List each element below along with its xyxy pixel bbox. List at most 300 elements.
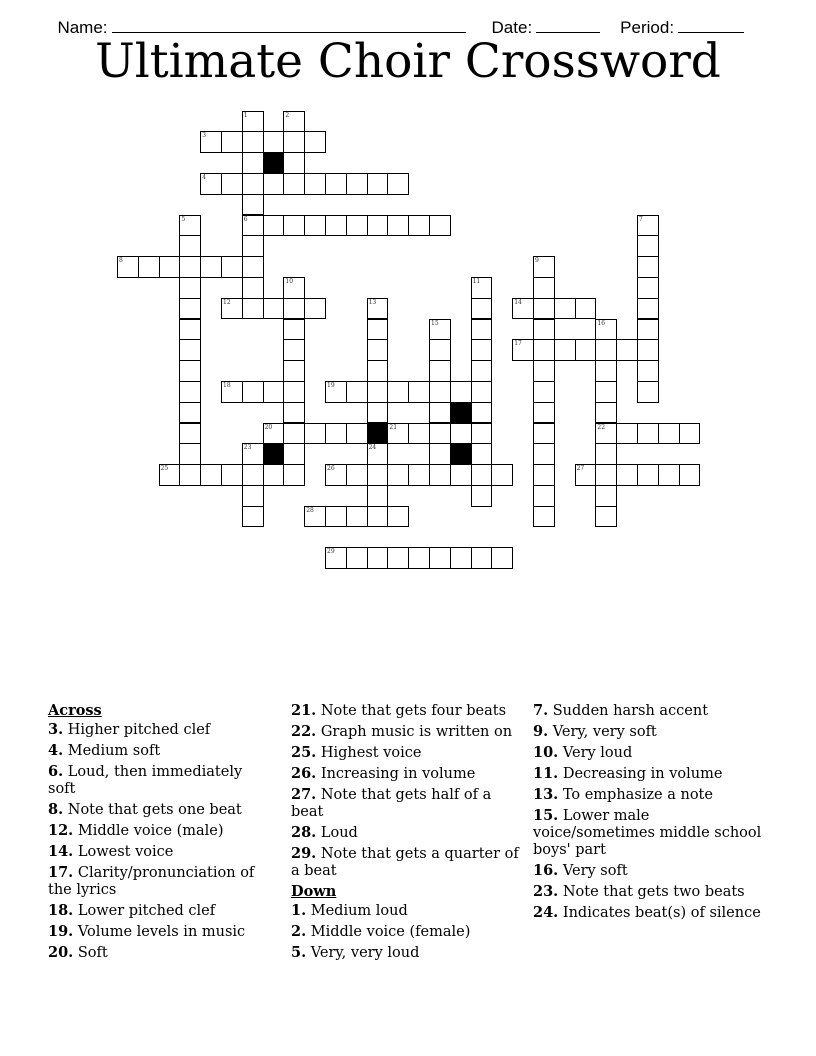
grid-cell[interactable] <box>242 443 264 465</box>
grid-cell[interactable] <box>637 464 659 486</box>
grid-cell[interactable] <box>471 319 493 341</box>
grid-cell[interactable] <box>283 131 305 153</box>
grid-cell[interactable] <box>179 277 201 299</box>
clue-item <box>533 744 773 762</box>
grid-cell[interactable] <box>263 381 285 403</box>
grid-cell[interactable] <box>242 131 264 153</box>
clue-number: 6 <box>243 215 248 223</box>
name-label: Name: <box>57 18 108 37</box>
clue-item <box>48 944 263 962</box>
grid-cell[interactable] <box>200 256 222 278</box>
clue-number: 15. <box>533 807 559 824</box>
grid-cell[interactable] <box>283 152 305 174</box>
grid-cell[interactable] <box>367 215 389 237</box>
grid-cell[interactable] <box>450 547 472 569</box>
grid-cell[interactable] <box>159 464 181 486</box>
grid-cell[interactable] <box>263 298 285 320</box>
grid-cell[interactable] <box>595 319 617 341</box>
grid-cell[interactable] <box>679 464 701 486</box>
clue-text: Graph music is written on <box>320 724 513 740</box>
clue-text: Medium soft <box>67 743 161 759</box>
clue-item <box>48 843 263 861</box>
clue-text: Note that gets half of a beat <box>291 787 492 820</box>
grid-cell[interactable] <box>595 423 617 445</box>
grid-cell[interactable] <box>283 173 305 195</box>
grid-cell[interactable] <box>575 298 597 320</box>
grid-cell[interactable] <box>616 423 638 445</box>
grid-cell[interactable] <box>471 547 493 569</box>
grid-cell[interactable] <box>304 215 326 237</box>
clue-number: 14 <box>514 298 522 306</box>
clue-item <box>533 786 773 804</box>
clue-number: 17 <box>514 340 522 348</box>
grid-cell[interactable] <box>367 298 389 320</box>
black-cell <box>263 443 285 465</box>
grid-cell[interactable] <box>200 131 222 153</box>
grid-cell[interactable] <box>367 547 389 569</box>
grid-cell[interactable] <box>637 381 659 403</box>
grid-cell[interactable] <box>595 339 617 361</box>
clue-item <box>533 862 773 880</box>
clue-number: 27 <box>576 465 585 473</box>
grid-cell[interactable] <box>471 339 493 361</box>
clue-text: Note that gets one beat <box>67 802 242 818</box>
grid-cell[interactable] <box>637 256 659 278</box>
grid-cell[interactable] <box>263 173 285 195</box>
grid-cell[interactable] <box>304 131 326 153</box>
clue-number: 7 <box>639 215 643 223</box>
grid-cell[interactable] <box>325 547 347 569</box>
clue-item <box>291 765 521 783</box>
clue-number: 3. <box>48 721 64 738</box>
clue-number: 24 <box>368 444 377 452</box>
grid-cell[interactable] <box>658 423 680 445</box>
grid-cell[interactable] <box>471 402 493 424</box>
grid-cell[interactable] <box>367 360 389 382</box>
clue-number: 15 <box>431 319 439 327</box>
clue-text: Higher pitched clef <box>67 722 211 738</box>
black-cell <box>367 423 389 445</box>
clue-number: 28. <box>291 824 317 841</box>
grid-cell[interactable] <box>471 298 493 320</box>
grid-cell[interactable] <box>242 235 264 257</box>
clue-text: Volume levels in music <box>77 924 246 940</box>
grid-cell[interactable] <box>221 381 243 403</box>
grid-cell[interactable] <box>242 464 264 486</box>
clue-number: 29 <box>327 548 335 556</box>
grid-cell[interactable] <box>283 381 305 403</box>
grid-cell[interactable] <box>263 464 285 486</box>
clue-number: 18. <box>48 902 74 919</box>
clue-text: Highest voice <box>320 745 422 761</box>
grid-cell[interactable] <box>637 339 659 361</box>
grid-cell[interactable] <box>471 423 493 445</box>
grid-cell[interactable] <box>304 506 326 528</box>
grid-cell[interactable] <box>408 381 430 403</box>
grid-cell[interactable] <box>387 506 409 528</box>
clue-text: Middle voice (male) <box>77 823 224 839</box>
grid-cell[interactable] <box>138 256 160 278</box>
grid-cell[interactable] <box>471 464 493 486</box>
grid-cell[interactable] <box>283 319 305 341</box>
grid-cell[interactable] <box>387 381 409 403</box>
grid-cell[interactable] <box>429 319 451 341</box>
black-cell <box>263 152 285 174</box>
grid-cell[interactable] <box>471 360 493 382</box>
grid-cell[interactable] <box>242 506 264 528</box>
across-heading: Across <box>48 702 102 719</box>
clue-text: Lowest voice <box>77 844 174 860</box>
grid-cell[interactable] <box>221 464 243 486</box>
grid-cell[interactable] <box>367 464 389 486</box>
grid-cell[interactable] <box>637 360 659 382</box>
clue-text: Loud <box>320 825 358 841</box>
grid-cell[interactable] <box>242 381 264 403</box>
grid-cell[interactable] <box>283 443 305 465</box>
grid-cell[interactable] <box>283 339 305 361</box>
grid-cell[interactable] <box>179 381 201 403</box>
grid-cell[interactable] <box>283 464 305 486</box>
grid-cell[interactable] <box>533 402 555 424</box>
grid-cell[interactable] <box>179 402 201 424</box>
clue-text: To emphasize a note <box>562 787 713 803</box>
grid-cell[interactable] <box>179 235 201 257</box>
grid-cell[interactable] <box>408 464 430 486</box>
grid-cell[interactable] <box>637 235 659 257</box>
grid-cell[interactable] <box>242 152 264 174</box>
grid-cell[interactable] <box>283 423 305 445</box>
clue-number: 5. <box>291 944 307 961</box>
grid-cell[interactable] <box>408 215 430 237</box>
clue-number: 10 <box>285 277 294 285</box>
clue-item <box>291 824 521 842</box>
grid-cell[interactable] <box>346 547 368 569</box>
clue-text: Medium loud <box>310 903 408 919</box>
grid-cell[interactable] <box>533 381 555 403</box>
grid-cell[interactable] <box>200 173 222 195</box>
grid-cell[interactable] <box>450 464 472 486</box>
grid-cell[interactable] <box>595 464 617 486</box>
clue-number: 11 <box>472 277 481 285</box>
clues-column-2 <box>291 702 521 965</box>
grid-cell[interactable] <box>533 506 555 528</box>
clue-item <box>48 721 263 739</box>
grid-cell[interactable] <box>179 215 201 237</box>
grid-cell[interactable] <box>471 277 493 299</box>
clue-number: 21. <box>291 702 317 719</box>
grid-cell[interactable] <box>533 360 555 382</box>
clue-text: Loud, then immediately soft <box>48 764 243 797</box>
grid-cell[interactable] <box>346 506 368 528</box>
grid-cell[interactable] <box>637 277 659 299</box>
grid-cell[interactable] <box>429 339 451 361</box>
clue-number: 4 <box>202 173 207 181</box>
grid-cell[interactable] <box>533 443 555 465</box>
grid-cell[interactable] <box>304 298 326 320</box>
clue-text: Very loud <box>562 745 633 761</box>
clue-number: 12 <box>223 298 231 306</box>
clue-number: 26. <box>291 765 317 782</box>
grid-cell[interactable] <box>283 298 305 320</box>
clue-text: Clarity/pronunciation of the lyrics <box>48 865 255 898</box>
grid-cell[interactable] <box>637 319 659 341</box>
clue-text: Soft <box>77 945 108 961</box>
grid-cell[interactable] <box>387 173 409 195</box>
grid-cell[interactable] <box>221 298 243 320</box>
grid-cell[interactable] <box>575 464 597 486</box>
clue-number: 27. <box>291 786 317 803</box>
grid-cell[interactable] <box>367 319 389 341</box>
clue-number: 28 <box>306 506 314 514</box>
grid-cell[interactable] <box>283 402 305 424</box>
clue-number: 8 <box>119 257 123 265</box>
grid-cell[interactable] <box>200 464 222 486</box>
clue-text: Lower male voice/sometimes middle school boys' part <box>533 808 762 858</box>
clue-number: 4. <box>48 742 64 759</box>
clue-number: 23 <box>243 444 252 452</box>
grid-cell[interactable] <box>658 464 680 486</box>
clue-item <box>48 864 263 899</box>
clue-item <box>533 807 773 859</box>
grid-cell[interactable] <box>263 215 285 237</box>
grid-cell[interactable] <box>179 464 201 486</box>
clue-number: 17. <box>48 864 74 881</box>
page-title: Ultimate Choir Crossword <box>95 34 721 89</box>
clue-number: 1. <box>291 902 307 919</box>
grid-cell[interactable] <box>637 298 659 320</box>
clue-item <box>533 883 773 901</box>
grid-cell[interactable] <box>533 485 555 507</box>
grid-cell[interactable] <box>429 464 451 486</box>
clue-item <box>533 904 773 922</box>
clues-column-1 <box>48 702 263 965</box>
clue-number: 2. <box>291 923 307 940</box>
clue-item <box>533 723 773 741</box>
grid-cell[interactable] <box>533 339 555 361</box>
grid-cell[interactable] <box>450 423 472 445</box>
grid-cell[interactable] <box>512 339 534 361</box>
grid-cell[interactable] <box>616 339 638 361</box>
grid-cell[interactable] <box>533 319 555 341</box>
clue-text: Very, very loud <box>310 945 420 961</box>
grid-cell[interactable] <box>179 423 201 445</box>
grid-cell[interactable] <box>491 547 513 569</box>
grid-cell[interactable] <box>242 173 264 195</box>
grid-cell[interactable] <box>242 111 264 133</box>
grid-cell[interactable] <box>179 319 201 341</box>
grid-cell[interactable] <box>387 423 409 445</box>
grid-cell[interactable] <box>242 298 264 320</box>
grid-cell[interactable] <box>325 464 347 486</box>
grid-cell[interactable] <box>221 131 243 153</box>
grid-cell[interactable] <box>595 485 617 507</box>
grid-cell[interactable] <box>346 215 368 237</box>
grid-cell[interactable] <box>471 443 493 465</box>
grid-cell[interactable] <box>346 464 368 486</box>
grid-cell[interactable] <box>242 277 264 299</box>
grid-cell[interactable] <box>387 215 409 237</box>
clue-item <box>533 702 773 720</box>
grid-cell[interactable] <box>325 506 347 528</box>
clue-number: 9. <box>533 723 549 740</box>
grid-cell[interactable] <box>159 256 181 278</box>
grid-cell[interactable] <box>179 298 201 320</box>
grid-cell[interactable] <box>533 277 555 299</box>
grid-cell[interactable] <box>221 173 243 195</box>
grid-cell[interactable] <box>408 547 430 569</box>
grid-cell[interactable] <box>471 485 493 507</box>
date-label: Date: <box>491 18 533 37</box>
grid-cell[interactable] <box>429 547 451 569</box>
clue-text: Indicates beat(s) of silence <box>562 905 761 921</box>
grid-cell[interactable] <box>325 423 347 445</box>
clue-number: 8. <box>48 801 64 818</box>
clue-number: 11. <box>533 765 559 782</box>
grid-cell[interactable] <box>429 402 451 424</box>
clue-number: 13 <box>368 298 377 306</box>
grid-cell[interactable] <box>679 423 701 445</box>
grid-cell[interactable] <box>304 173 326 195</box>
grid-cell[interactable] <box>179 360 201 382</box>
grid-cell[interactable] <box>595 360 617 382</box>
clue-item <box>291 744 521 762</box>
clue-item <box>533 765 773 783</box>
grid-cell[interactable] <box>367 173 389 195</box>
grid-cell[interactable] <box>595 506 617 528</box>
grid-cell[interactable] <box>221 256 243 278</box>
grid-cell[interactable] <box>533 298 555 320</box>
grid-cell[interactable] <box>595 402 617 424</box>
grid-cell[interactable] <box>575 339 597 361</box>
period-label: Period: <box>620 18 675 37</box>
grid-cell[interactable] <box>117 256 139 278</box>
grid-cell[interactable] <box>346 173 368 195</box>
grid-cell[interactable] <box>595 381 617 403</box>
grid-cell[interactable] <box>346 381 368 403</box>
clue-item <box>48 742 263 760</box>
grid-cell[interactable] <box>429 423 451 445</box>
grid-cell[interactable] <box>367 506 389 528</box>
clue-text: Note that gets two beats <box>562 884 745 900</box>
grid-cell[interactable] <box>242 485 264 507</box>
clue-text: Very soft <box>562 863 628 879</box>
grid-cell[interactable] <box>595 443 617 465</box>
clue-text: Increasing in volume <box>320 766 476 782</box>
clue-text: Decreasing in volume <box>562 766 723 782</box>
grid-cell[interactable] <box>325 173 347 195</box>
grid-cell[interactable] <box>616 464 638 486</box>
grid-cell[interactable] <box>491 464 513 486</box>
clue-number: 22 <box>597 423 606 431</box>
grid-cell[interactable] <box>325 215 347 237</box>
clue-item <box>291 923 521 941</box>
grid-cell[interactable] <box>346 423 368 445</box>
clue-number: 19 <box>327 381 335 389</box>
grid-cell[interactable] <box>283 111 305 133</box>
grid-cell[interactable] <box>367 402 389 424</box>
grid-cell[interactable] <box>450 381 472 403</box>
clue-number: 6. <box>48 763 64 780</box>
clue-item <box>48 923 263 941</box>
grid-cell[interactable] <box>304 423 326 445</box>
clue-number: 7. <box>533 702 549 719</box>
grid-cell[interactable] <box>637 215 659 237</box>
clue-number: 24. <box>533 904 559 921</box>
grid-cell[interactable] <box>283 277 305 299</box>
grid-cell[interactable] <box>533 256 555 278</box>
grid-cell[interactable] <box>554 339 576 361</box>
clue-item <box>48 763 263 798</box>
clue-number: 20. <box>48 944 74 961</box>
clue-item <box>291 845 521 880</box>
clue-item <box>48 902 263 920</box>
clue-number: 20 <box>264 423 273 431</box>
clue-number: 25. <box>291 744 317 761</box>
grid-cell[interactable] <box>471 381 493 403</box>
grid-cell[interactable] <box>408 423 430 445</box>
clue-number: 18 <box>223 381 231 389</box>
grid-cell[interactable] <box>554 298 576 320</box>
grid-cell[interactable] <box>242 194 264 216</box>
grid-cell[interactable] <box>263 131 285 153</box>
grid-cell[interactable] <box>242 215 264 237</box>
clue-number: 3 <box>202 132 207 140</box>
grid-cell[interactable] <box>429 215 451 237</box>
clues-column-3 <box>533 702 773 925</box>
clue-number: 23. <box>533 883 559 900</box>
grid-cell[interactable] <box>387 547 409 569</box>
grid-cell[interactable] <box>179 443 201 465</box>
grid-cell[interactable] <box>637 423 659 445</box>
clue-number: 12. <box>48 822 74 839</box>
clue-number: 22. <box>291 723 317 740</box>
black-cell <box>450 402 472 424</box>
clue-item <box>291 786 521 821</box>
grid-cell[interactable] <box>367 485 389 507</box>
clue-item <box>291 902 521 920</box>
grid-cell[interactable] <box>533 464 555 486</box>
clue-number: 19. <box>48 923 74 940</box>
clue-number: 29. <box>291 845 317 862</box>
clue-item <box>291 723 521 741</box>
clue-item <box>291 702 521 720</box>
grid-cell[interactable] <box>325 381 347 403</box>
grid-cell[interactable] <box>263 423 285 445</box>
grid-cell[interactable] <box>512 298 534 320</box>
grid-cell[interactable] <box>429 381 451 403</box>
grid-cell[interactable] <box>429 360 451 382</box>
black-cell <box>450 443 472 465</box>
clue-text: Middle voice (female) <box>310 924 471 940</box>
grid-cell[interactable] <box>367 381 389 403</box>
grid-cell[interactable] <box>179 339 201 361</box>
grid-cell[interactable] <box>533 423 555 445</box>
grid-cell[interactable] <box>179 256 201 278</box>
grid-cell[interactable] <box>387 464 409 486</box>
clue-text: Note that gets a quarter of a beat <box>291 846 519 879</box>
clue-number: 16. <box>533 862 559 879</box>
grid-cell[interactable] <box>367 443 389 465</box>
clue-text: Very, very soft <box>552 724 657 740</box>
grid-cell[interactable] <box>242 256 264 278</box>
grid-cell[interactable] <box>283 360 305 382</box>
clue-item <box>291 944 521 962</box>
clue-text: Sudden harsh accent <box>552 703 709 719</box>
grid-cell[interactable] <box>283 215 305 237</box>
grid-cell[interactable] <box>367 339 389 361</box>
clue-number: 2 <box>285 111 290 119</box>
grid-cell[interactable] <box>429 443 451 465</box>
